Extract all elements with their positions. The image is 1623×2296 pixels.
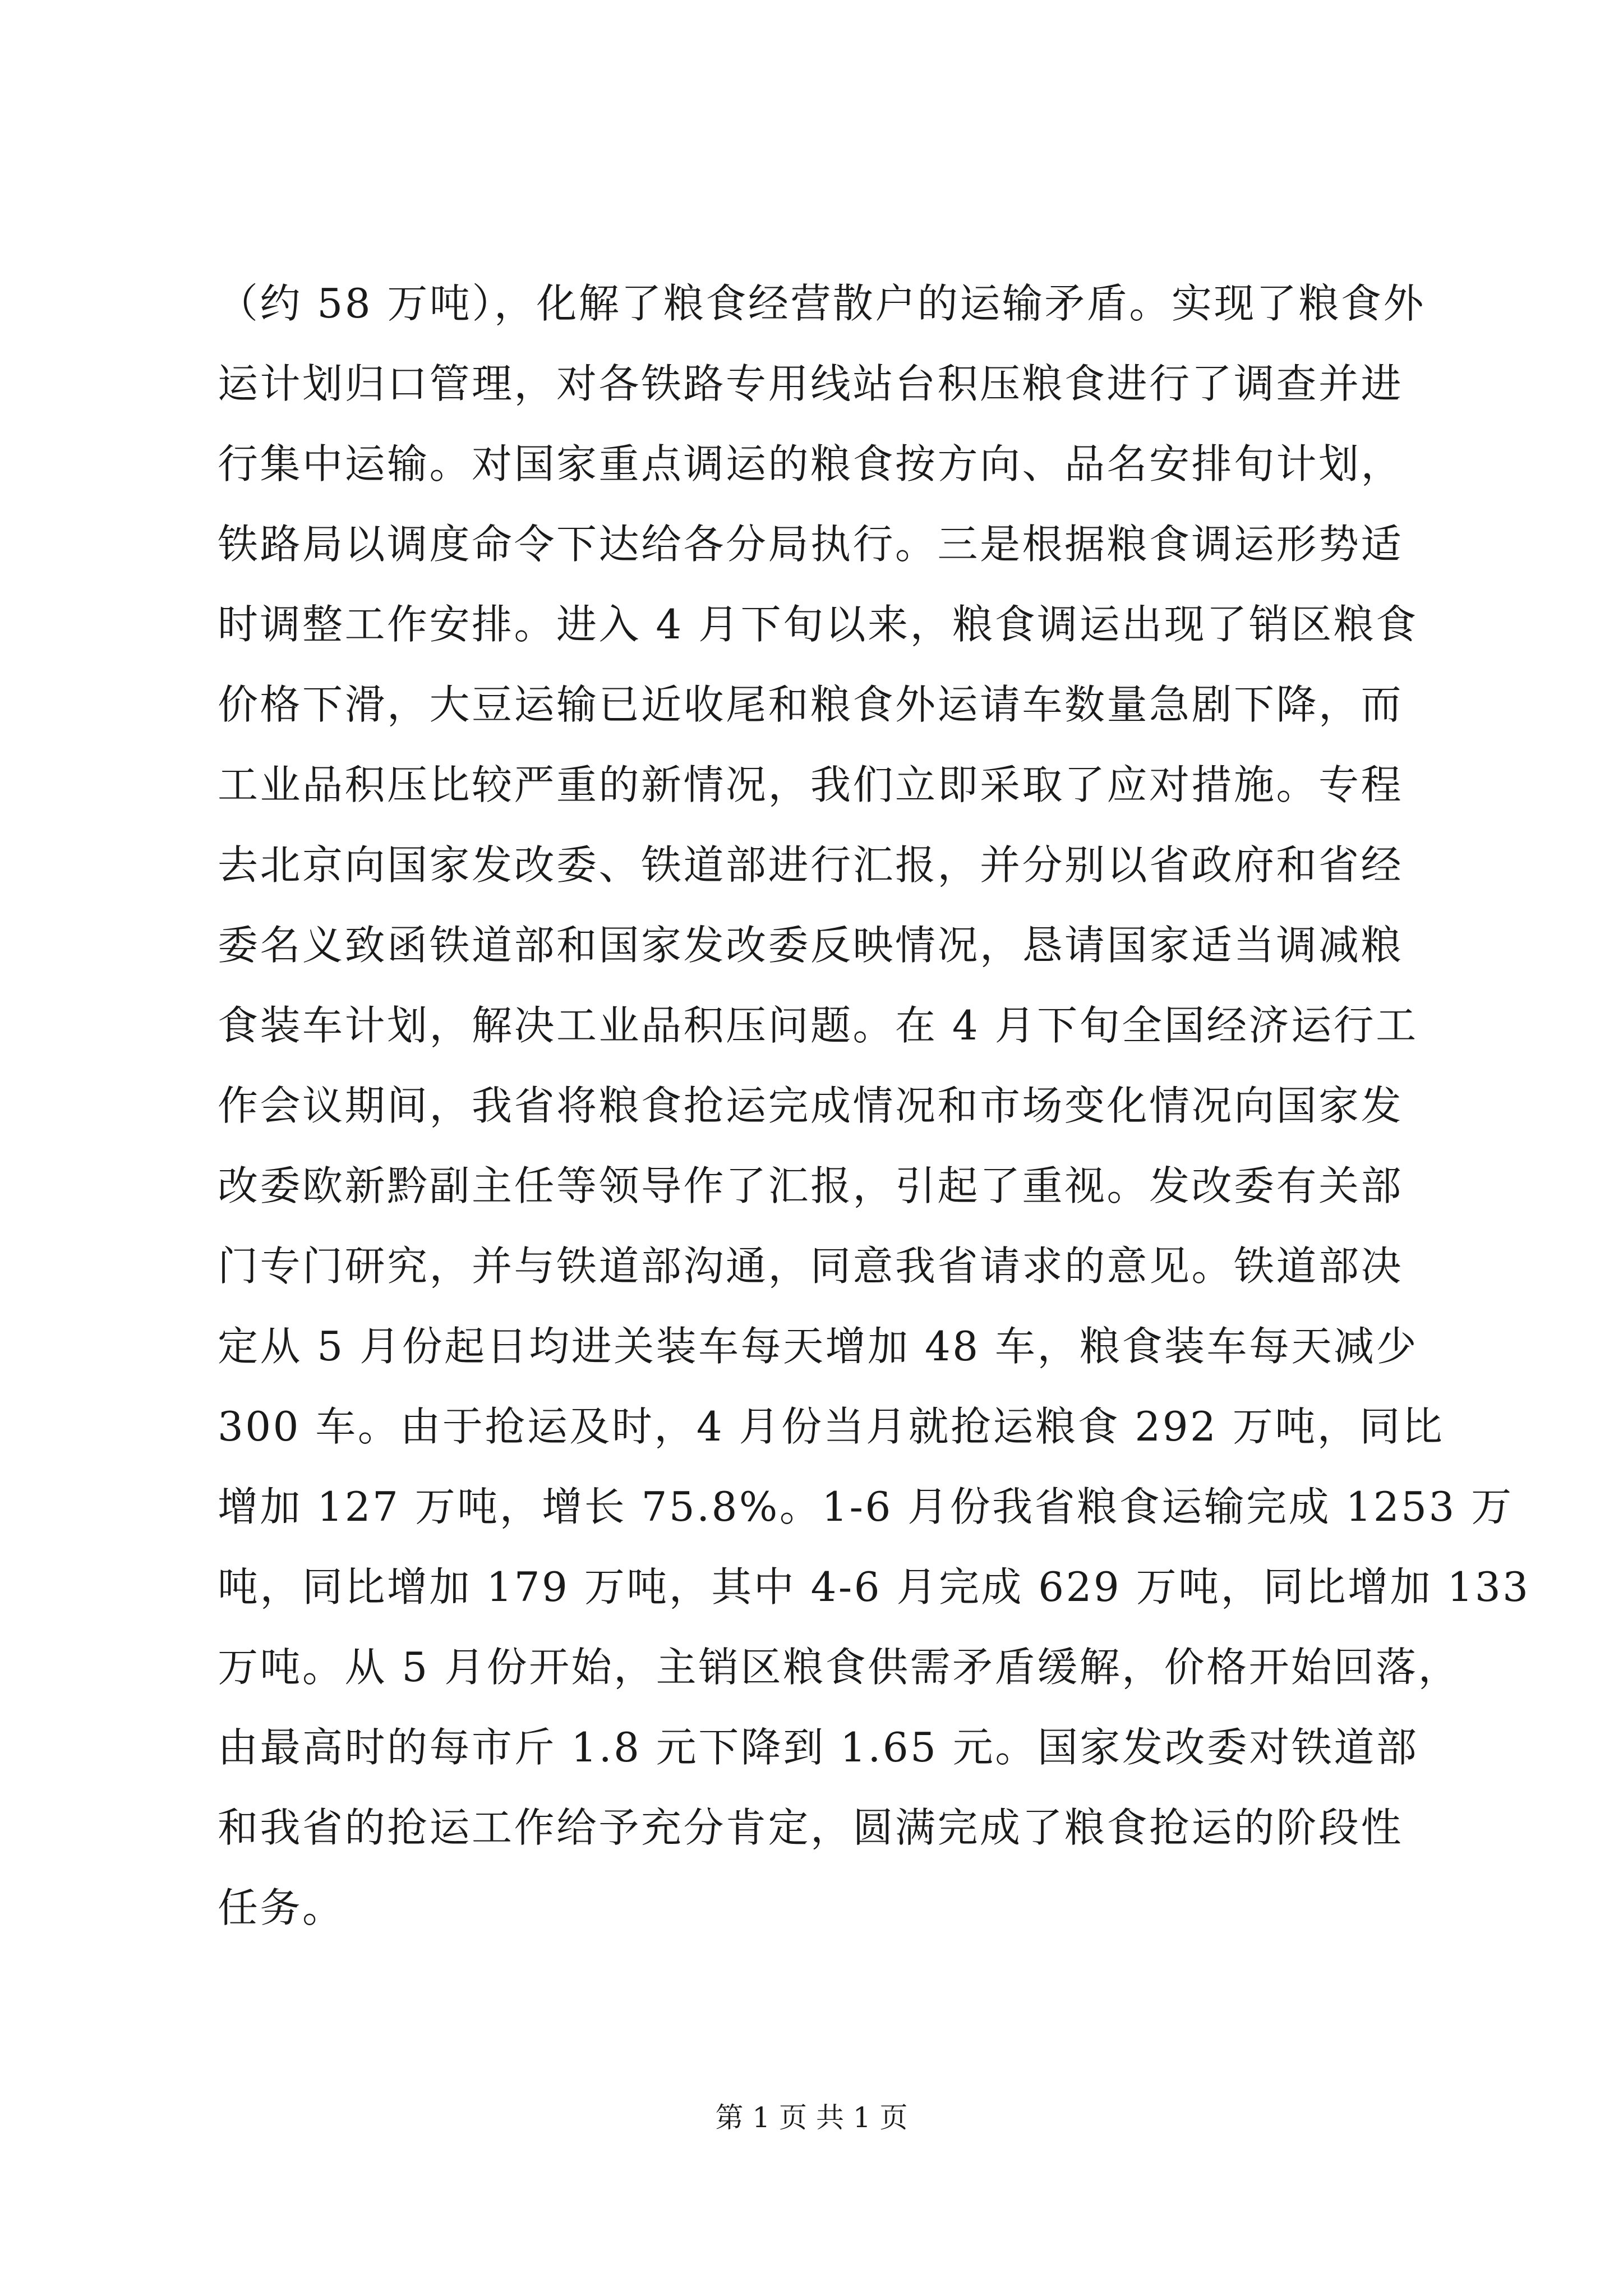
body-text <box>218 264 1530 1948</box>
text-line: 门专门研究，并与铁道部沟通，同意我省请求的意见。铁道部决 <box>218 1243 1404 1290</box>
text-line: 增加 127 万吨，增长 75.8%。1-6 月份我省粮食运输完成 1253 万 <box>218 1483 1514 1530</box>
text-line: 万吨。从 5 月份开始，主销区粮食供需矛盾缓解，价格开始回落， <box>218 1644 1461 1691</box>
text-line: 300 车。由于抢运及时，4 月份当月就抢运粮食 292 万吨，同比 <box>218 1403 1445 1450</box>
text-line: 运计划归口管理，对各铁路专用线站台积压粮食进行了调查并进 <box>218 360 1404 407</box>
text-line: 行集中运输。对国家重点调运的粮食按方向、品名安排旬计划， <box>218 440 1404 487</box>
text-line: 由最高时的每市斤 1.8 元下降到 1.65 元。国家发改委对铁道部 <box>218 1724 1419 1771</box>
text-line: 委名义致函铁道部和国家发改委反映情况，恳请国家适当调减粮 <box>218 922 1404 969</box>
text-line: 定从 5 月份起日均进关装车每天增加 48 车，粮食装车每天减少 <box>218 1323 1418 1370</box>
text-line: 作会议期间，我省将粮食抢运完成情况和市场变化情况向国家发 <box>218 1082 1404 1129</box>
page-footer <box>0 2098 1623 2137</box>
text-line: 改委欧新黔副主任等领导作了汇报，引起了重视。发改委有关部 <box>218 1162 1404 1209</box>
text-line: 去北京向国家发改委、铁道部进行汇报，并分别以省政府和省经 <box>218 841 1404 889</box>
text-line: 和我省的抢运工作给予充分肯定，圆满完成了粮食抢运的阶段性 <box>218 1804 1404 1851</box>
text-line: 价格下滑，大豆运输已近收尾和粮食外运请车数量急剧下降，而 <box>218 681 1404 728</box>
text-line: 铁路局以调度命令下达给各分局执行。三是根据粮食调运形势适 <box>218 521 1404 568</box>
text-line: 吨，同比增加 179 万吨，其中 4-6 月完成 629 万吨，同比增加 133 <box>218 1563 1530 1611</box>
text-line: 食装车计划，解决工业品积压问题。在 4 月下旬全国经济运行工 <box>218 1002 1418 1049</box>
text-line: 任务。 <box>218 1884 345 1931</box>
text-line: 时调整工作安排。进入 4 月下旬以来，粮食调运出现了销区粮食 <box>218 601 1418 648</box>
page-number: 第 1 页 共 1 页 <box>715 2101 908 2134</box>
text-line: 工业品积压比较严重的新情况，我们立即采取了应对措施。专程 <box>218 761 1404 808</box>
text-line: （约 58 万吨），化解了粮食经营散户的运输矛盾。实现了粮食外 <box>218 280 1426 327</box>
